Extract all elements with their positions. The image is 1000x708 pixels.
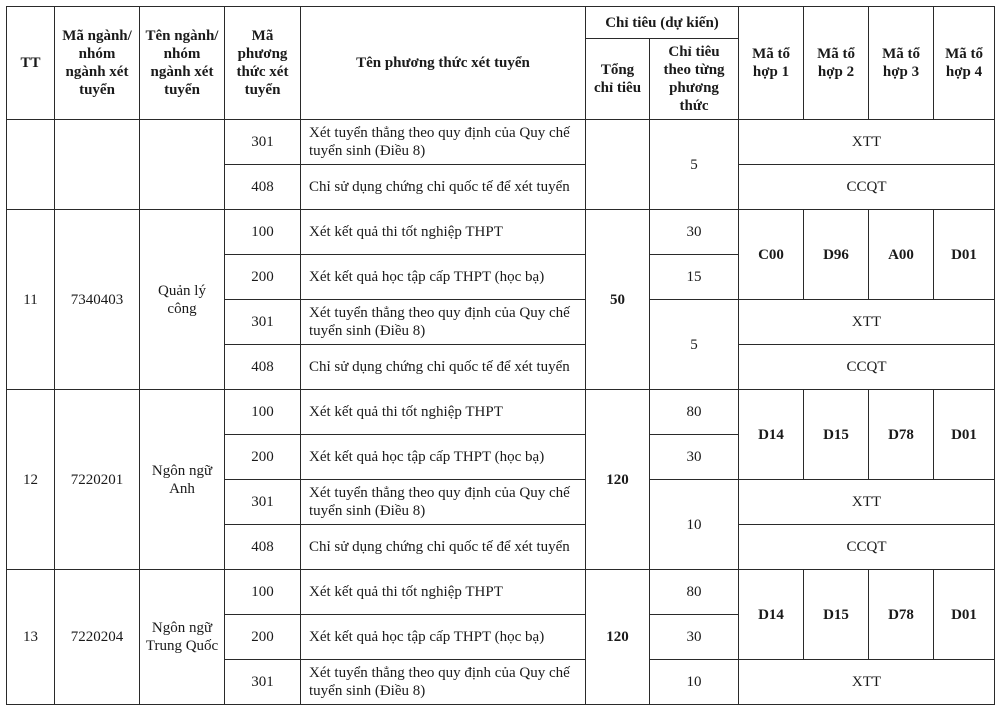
method-code: 408: [225, 165, 301, 210]
quota-cell: 5: [650, 120, 739, 210]
combo-1: D14: [739, 570, 804, 660]
method-name: Xét kết quả thi tốt nghiệp THPT: [301, 390, 586, 435]
combo-ccqt: CCQT: [739, 345, 995, 390]
combo-2: D15: [804, 390, 869, 480]
combo-xtt: XTT: [739, 480, 995, 525]
method-code: 200: [225, 435, 301, 480]
table-row: [7, 390, 995, 435]
method-code: 200: [225, 615, 301, 660]
method-name: Xét kết quả học tập cấp THPT (học bạ): [301, 255, 586, 300]
tt-cell: [7, 120, 55, 210]
quota-cell: 15: [650, 255, 739, 300]
header-chi-tieu: Chỉ tiêu (dự kiến): [586, 7, 739, 39]
method-name: Xét tuyển thẳng theo quy định của Quy chế tuyển sinh (Điều 8): [301, 480, 586, 525]
table-row: [7, 570, 995, 615]
combo-2: D96: [804, 210, 869, 300]
method-code: 301: [225, 480, 301, 525]
combo-4: D01: [934, 390, 995, 480]
tong-chi-tieu-cell: 120: [586, 570, 650, 705]
method-name: Chỉ sử dụng chứng chỉ quốc tế để xét tuyển: [301, 525, 586, 570]
method-code: 301: [225, 300, 301, 345]
header-to-hop-3: Mã tổ hợp 3: [869, 7, 934, 120]
method-code: 100: [225, 210, 301, 255]
method-code: 301: [225, 660, 301, 705]
table-row: [7, 210, 995, 255]
method-code: 200: [225, 255, 301, 300]
quota-cell: 30: [650, 615, 739, 660]
method-code: 301: [225, 120, 301, 165]
combo-2: D15: [804, 570, 869, 660]
method-name: Xét kết quả học tập cấp THPT (học bạ): [301, 615, 586, 660]
combo-4: D01: [934, 210, 995, 300]
quota-cell: 30: [650, 210, 739, 255]
quota-cell: 5: [650, 300, 739, 390]
method-code: 408: [225, 345, 301, 390]
ten-nganh-cell: Quản lý công: [140, 210, 225, 390]
combo-4: D01: [934, 570, 995, 660]
tt-cell: 13: [7, 570, 55, 705]
header-to-hop-1: Mã tổ hợp 1: [739, 7, 804, 120]
tt-cell: 12: [7, 390, 55, 570]
combo-1: C00: [739, 210, 804, 300]
combo-xtt: XTT: [739, 120, 995, 165]
ma-nganh-cell: [55, 120, 140, 210]
tong-chi-tieu-cell: [586, 120, 650, 210]
ten-nganh-cell: Ngôn ngữ Trung Quốc: [140, 570, 225, 705]
method-code: 100: [225, 390, 301, 435]
method-code: 408: [225, 525, 301, 570]
method-name: Chỉ sử dụng chứng chỉ quốc tế để xét tuyển: [301, 345, 586, 390]
combo-3: D78: [869, 570, 934, 660]
method-name: Chỉ sử dụng chứng chỉ quốc tế để xét tuyển: [301, 165, 586, 210]
tt-cell: 11: [7, 210, 55, 390]
method-name: Xét tuyển thẳng theo quy định của Quy chế tuyển sinh (Điều 8): [301, 300, 586, 345]
combo-3: A00: [869, 210, 934, 300]
quota-cell: 10: [650, 480, 739, 570]
quota-cell: 80: [650, 570, 739, 615]
header-tong-chi-tieu: Tổng chỉ tiêu: [586, 39, 650, 120]
quota-cell: 80: [650, 390, 739, 435]
method-name: Xét tuyển thẳng theo quy định của Quy chế tuyển sinh (Điều 8): [301, 660, 586, 705]
combo-xtt: XTT: [739, 660, 995, 705]
ten-nganh-cell: Ngôn ngữ Anh: [140, 390, 225, 570]
header-tt: TT: [7, 7, 55, 120]
ten-nganh-cell: [140, 120, 225, 210]
method-name: Xét kết quả thi tốt nghiệp THPT: [301, 570, 586, 615]
combo-3: D78: [869, 390, 934, 480]
combo-xtt: XTT: [739, 300, 995, 345]
quota-cell: 10: [650, 660, 739, 705]
quota-cell: 30: [650, 435, 739, 480]
admission-table: [6, 6, 995, 705]
method-code: 100: [225, 570, 301, 615]
tong-chi-tieu-cell: 50: [586, 210, 650, 390]
ma-nganh-cell: 7220201: [55, 390, 140, 570]
header-ten-nganh: Tên ngành/ nhóm ngành xét tuyển: [140, 7, 225, 120]
combo-1: D14: [739, 390, 804, 480]
header-to-hop-4: Mã tổ hợp 4: [934, 7, 995, 120]
method-name: Xét kết quả học tập cấp THPT (học bạ): [301, 435, 586, 480]
tong-chi-tieu-cell: 120: [586, 390, 650, 570]
combo-ccqt: CCQT: [739, 525, 995, 570]
method-name: Xét kết quả thi tốt nghiệp THPT: [301, 210, 586, 255]
ma-nganh-cell: 7340403: [55, 210, 140, 390]
header-ma-nganh: Mã ngành/ nhóm ngành xét tuyển: [55, 7, 140, 120]
table-row: [7, 120, 995, 165]
header-ma-phuong-thuc: Mã phương thức xét tuyển: [225, 7, 301, 120]
header-chi-tieu-phuong-thuc: Chỉ tiêu theo từng phương thức: [650, 39, 739, 120]
header-to-hop-2: Mã tổ hợp 2: [804, 7, 869, 120]
ma-nganh-cell: 7220204: [55, 570, 140, 705]
combo-ccqt: CCQT: [739, 165, 995, 210]
header-ten-phuong-thuc: Tên phương thức xét tuyển: [301, 7, 586, 120]
method-name: Xét tuyển thẳng theo quy định của Quy chế tuyển sinh (Điều 8): [301, 120, 586, 165]
